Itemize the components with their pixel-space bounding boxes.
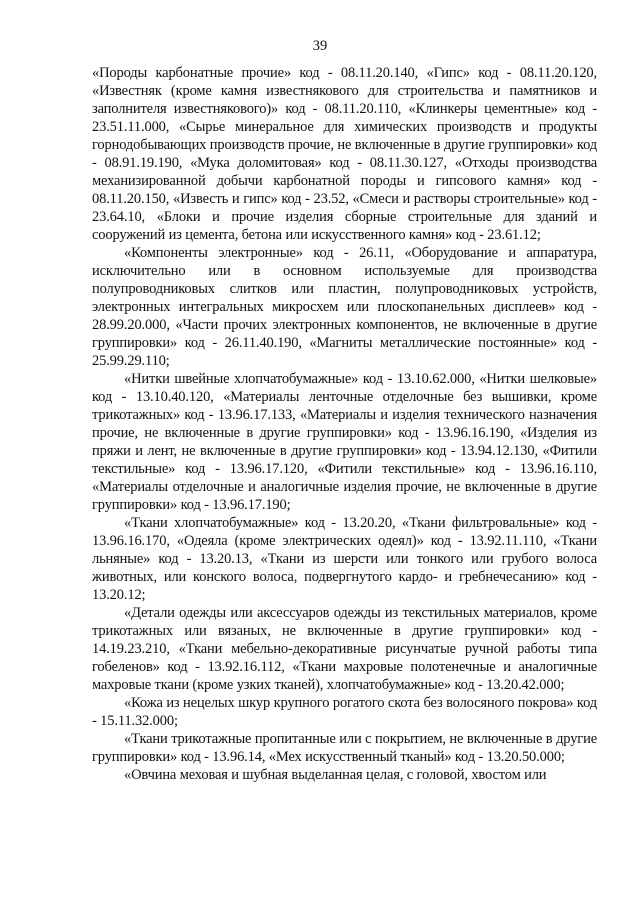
paragraph-knitted-fabrics: «Ткани трикотажные пропитанные или с покрытием, не включенные в другие группировки» код - 13.96.14, «Мех искусственный тканый» код - 13.20.50.000; bbox=[92, 731, 597, 765]
document-body bbox=[92, 64, 597, 784]
paragraph-cotton-fabrics: «Ткани хлопчатобумажные» код - 13.20.20, «Ткани фильтровальные» код - 13.96.16.170, «Одеяла (кроме электрических одеял)» код - 13.92.11.110, «Ткани льняные» код - 13.20.13, «Ткани из шерсти или тонкого или грубого волоса животных, или конского волоса, подвергнутого кардо- и гребнечесанию» код - 13.20.12; bbox=[92, 515, 597, 603]
paragraph-electronic-components: «Компоненты электронные» код - 26.11, «Оборудование и аппаратура, исключительно или в основном используемые для производства полупроводниковых слитков или пластин, полупроводниковых устройств, электронных интегральных микросхем или плоскопанельных дисплеев» код - 28.99.20.000, «Части прочих электронных компонентов, не включенные в другие группировки» код - 26.11.40.190, «Магниты металлические постоянные» код - 25.99.29.110; bbox=[92, 245, 597, 369]
paragraph-sewing-threads: «Нитки швейные хлопчатобумажные» код - 13.10.62.000, «Нитки шелковые» код - 13.10.40.120, «Материалы ленточные отделочные без вышивки, кроме трикотажных» код - 13.96.17.133, «Материалы и изделия технического назначения прочие, не включенные в другие группировки» код - 13.96.16.190, «Изделия из пряжи и лент, не включенные в другие группировки» код - 13.94.12.130, «Фитили текстильные» код - 13.96.17.120, «Фитили текстильные» код - 13.96.16.110, «Материалы отделочные и аналогичные изделия прочие, не включенные в другие группировки» код - 13.96.17.190; bbox=[92, 371, 597, 513]
paragraph-mineral-products: «Породы карбонатные прочие» код - 08.11.20.140, «Гипс» код - 08.11.20.120, «Известняк (кроме камня известнякового для строительства и памятников и заполнителя известнякового)» код - 08.11.20.110, «Клинкеры цементные» код - 23.51.11.000, «Сырье минеральное для химических производств и продукты горнодобывающих производств прочие, не включенные в другие группировки» код - 08.91.19.190, «Мука доломитовая» код - 08.11.30.127, «Отходы производства механизированной добычи карбонатной породы и гипсового камня» код - 08.11.20.150, «Известь и гипс» код - 23.52, «Смеси и растворы строительные» код - 23.64.10, «Блоки и прочие изделия сборные строительные для зданий и сооружений из цемента, бетона или искусственного камня» код - 23.61.12; bbox=[92, 65, 597, 243]
paragraph-clothing-parts: «Детали одежды или аксессуаров одежды из текстильных материалов, кроме трикотажных или вязаных, не включенные в другие группировки» код - 14.19.23.210, «Ткани мебельно-декоративные рисунчатые ручной работы типа гобеленов» код - 13.92.16.112, «Ткани махровые полотенечные и аналогичные махровые ткани (кроме узких тканей), хлопчатобумажные» код - 13.20.42.000; bbox=[92, 605, 597, 693]
paragraph-leather: «Кожа из нецелых шкур крупного рогатого скота без волосяного покрова» код - 15.11.32.000; bbox=[92, 695, 597, 729]
page-number: 39 bbox=[312, 38, 328, 54]
paragraph-sheepskin: «Овчина меховая и шубная выделанная целая, с головой, хвостом или bbox=[124, 767, 547, 783]
